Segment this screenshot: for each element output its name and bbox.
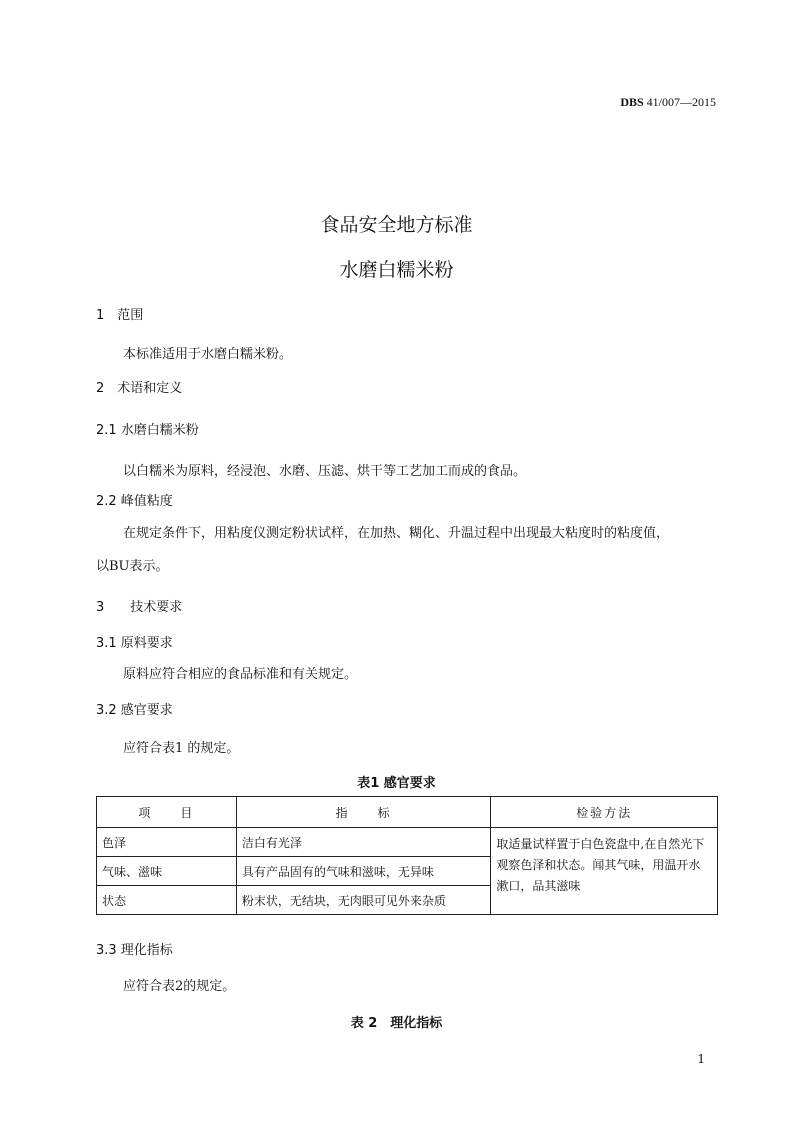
column-header-method: 检验方法 xyxy=(491,797,718,828)
section-2-2-heading: 2.2 峰值粘度 xyxy=(96,494,173,509)
column-header-indicator: 指 标 xyxy=(236,797,491,828)
column-header-item: 项 目 xyxy=(97,797,237,828)
table-header-row xyxy=(97,797,718,828)
row-indicator-smell-taste: 具有产品固有的气味和滋味，无异味 xyxy=(236,857,491,886)
section-1-heading: 1 范围 xyxy=(96,308,144,323)
section-2-heading: 2 术语和定义 xyxy=(96,381,183,396)
row-indicator-color: 洁白有光泽 xyxy=(236,828,491,857)
document-code: 41/007—2015 xyxy=(646,95,716,109)
document-prefix: DBS xyxy=(620,95,644,109)
table-row xyxy=(97,828,718,857)
row-indicator-state: 粉末状，无结块，无肉眼可见外来杂质 xyxy=(236,886,491,915)
page-subtitle: 水磨白糯米粉 xyxy=(339,259,454,281)
document-number xyxy=(620,95,716,110)
sensory-requirements-table xyxy=(96,796,718,915)
row-item-color: 色泽 xyxy=(97,828,237,857)
section-3-3-text: 应符合表2的规定。 xyxy=(123,979,236,994)
section-3-1-heading: 3.1 原料要求 xyxy=(96,636,173,651)
section-2-2-text-line1: 在规定条件下，用粘度仪测定粉状试样，在加热、糊化、升温过程中出现最大粘度时的粘度值， xyxy=(123,526,670,541)
table-1-caption: 表1 感官要求 xyxy=(357,776,436,791)
inspection-method-cell: 取适量试样置于白色瓷盘中,在自然光下观察色泽和状态。闻其气味，用温开水漱口，品其滋味 xyxy=(491,828,718,915)
section-3-2-text: 应符合表1 的规定。 xyxy=(123,741,240,756)
section-2-2-text-line2: 以BU表示。 xyxy=(96,559,169,574)
section-3-heading: 3 技术要求 xyxy=(96,600,183,615)
row-item-state: 状态 xyxy=(97,886,237,915)
table-2-caption: 表 2 理化指标 xyxy=(350,1016,443,1031)
section-2-1-text: 以白糯米为原料，经浸泡、水磨、压滤、烘干等工艺加工而成的食品。 xyxy=(123,464,527,479)
section-2-1-heading: 2.1 水磨白糯米粉 xyxy=(96,423,199,438)
section-1-text: 本标准适用于水磨白糯米粉。 xyxy=(123,347,293,362)
page-number: 1 xyxy=(697,1052,705,1066)
section-3-1-text: 原料应符合相应的食品标准和有关规定。 xyxy=(123,667,358,682)
section-3-3-heading: 3.3 理化指标 xyxy=(96,943,173,958)
page-title: 食品安全地方标准 xyxy=(320,214,473,236)
row-item-smell-taste: 气味、滋味 xyxy=(97,857,237,886)
section-3-2-heading: 3.2 感官要求 xyxy=(96,703,173,718)
